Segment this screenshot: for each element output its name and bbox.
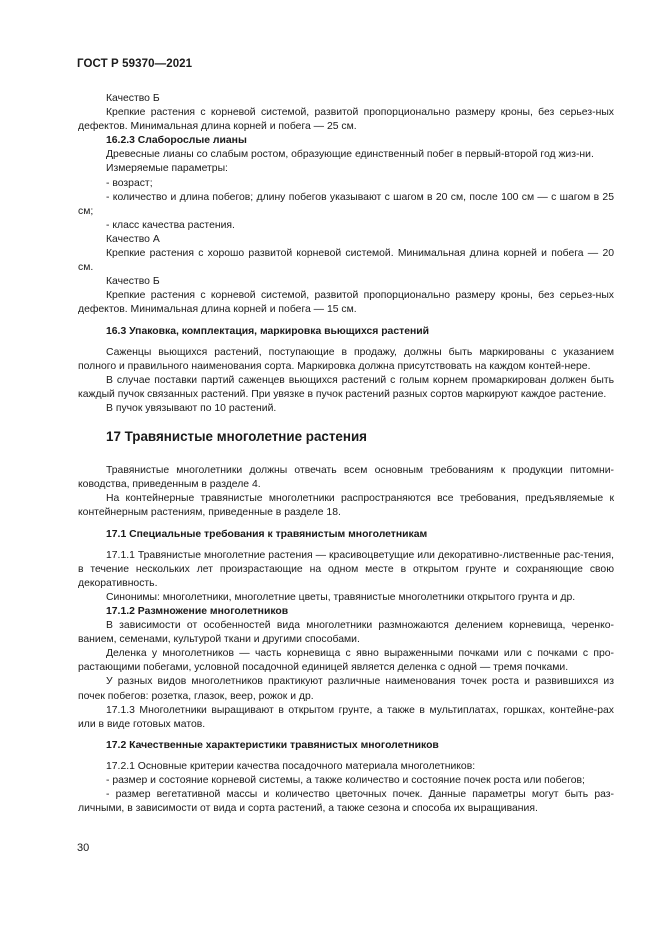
- paragraph: Крепкие растения с корневой системой, развитой пропорционально размеру кроны, без серьез-ных дефектов. Минимальная длина корней и побега — 15 см.: [78, 290, 614, 316]
- list-item: - размер вегетативной массы и количество цветочных почек. Данные параметры могут быть раз-личными, в зависимости от вида и сорта растений, а также сезона и способа их выращивания.: [78, 789, 614, 815]
- paragraph: Травянистые многолетники должны отвечать всем основным требованиям к продукции питомни-ководства, приведенным в разделе 4.: [78, 465, 614, 491]
- section-heading: 16.3 Упаковка, комплектация, маркировка вьющихся растений: [106, 325, 430, 337]
- paragraph: Синонимы: многолетники, многолетние цветы, травянистые многолетники открытого грунта и др.: [106, 591, 576, 603]
- paragraph: Крепкие растения с хорошо развитой корневой системой. Минимальная длина корней и побега — 20 см.: [78, 248, 614, 274]
- paragraph: Крепкие растения с корневой системой, развитой пропорционально размеру кроны, без серьез-ных дефектов. Минимальная длина корней и побега — 25 см.: [78, 107, 614, 133]
- paragraph: Саженцы вьющихся растений, поступающие в продажу, должны быть маркированы с указанием полного и правильного наименования сорта. Маркировка должна присутствовать на каждом контей-нере.: [78, 346, 614, 372]
- section-heading: 17.1 Специальные требования к травянистым многолетникам: [106, 528, 428, 540]
- list-item: - возраст;: [106, 177, 153, 189]
- list-item: - класс качества растения.: [106, 219, 235, 231]
- document-header: ГОСТ Р 59370—2021: [77, 58, 193, 70]
- paragraph: В пучок увязывают по 10 растений.: [106, 402, 277, 414]
- subsection-heading: 17.1.2 Размножение многолетников: [106, 606, 289, 617]
- paragraph: Качество А: [106, 233, 160, 245]
- paragraph: В зависимости от особенностей вида многолетники размножаются делением корневища, черенко-ванием, семенами, культурой ткани и другими способами.: [78, 620, 614, 646]
- list-item: - размер и состояние корневой системы, а также количество и состояние почек роста или побегов;: [106, 775, 585, 787]
- paragraph: 17.1.3 Многолетники выращивают в открытом грунте, а также в мультиплатах, горшках, контейне-рах или в виде готовых матов.: [78, 704, 614, 730]
- paragraph: У разных видов многолетников практикуют различные наименования точек роста и развившихся из почек побегов: розетка, глазок, веер, рожок и др.: [78, 676, 614, 702]
- section-heading: 17.2 Качественные характеристики травянистых многолетников: [106, 739, 439, 751]
- subsection-heading: 16.2.3 Слаборослые лианы: [106, 135, 247, 147]
- paragraph: Деленка у многолетников — часть корневища с явно выраженными почками или с почками с про-растающими побегами, условной посадочной единицей является деленка с одной — тремя почками.: [78, 648, 614, 674]
- paragraph: Качество Б: [106, 93, 160, 104]
- paragraph: 17.2.1 Основные критерии качества посадочного материала многолетников:: [106, 760, 476, 772]
- paragraph: В случае поставки партий саженцев вьющихся растений с голым корнем промаркирован должен быть каждый пучок связанных растений. При увязке в пучок растений разных сортов маркируют каждое растение.: [78, 374, 614, 400]
- document-body: [78, 92, 614, 816]
- paragraph: На контейнерные травянистые многолетники распространяются все требования, предъявляемые к контейнерным растениям, приведенные в разделе 18.: [78, 493, 614, 519]
- paragraph: Древесные лианы со слабым ростом, образующие единственный побег в первый-второй год жиз-ни.: [106, 149, 594, 161]
- chapter-heading: 17 Травянистые многолетние растения: [106, 429, 367, 445]
- paragraph: Измеряемые параметры:: [106, 163, 228, 175]
- paragraph: 17.1.1 Травянистые многолетние растения — красивоцветущие или декоративно-лиственные рас-тения, в течение нескольких лет произрастающие на одном месте в открытом грунте и сохраняющие свою декоративность.: [78, 549, 614, 589]
- paragraph: Качество Б: [106, 276, 160, 288]
- page-number: 30: [77, 842, 90, 854]
- list-item: - количество и длина побегов; длину побегов указывают с шагом в 20 см, после 100 см — с шагом в 25 см;: [78, 191, 614, 217]
